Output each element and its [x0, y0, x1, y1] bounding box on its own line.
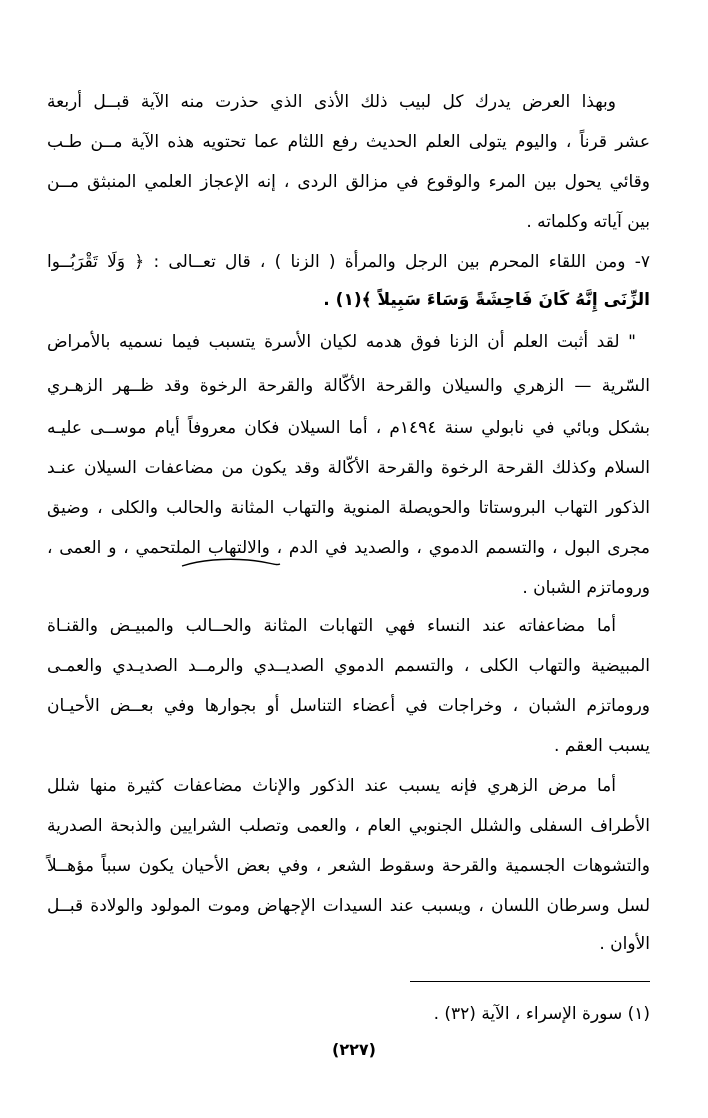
- text-line: الأطراف السفلى والشلل الجنوبي العام ، والعمى وتصلب الشرايين والذبحة الصدرية: [47, 816, 650, 836]
- text-line: " لقد أثبت العلم أن الزنا فوق هدمه لكيان الأسرة يتسبب فيما نسميه بالأمراض: [47, 332, 636, 352]
- text-line: عشر قرناً ، واليوم يتولى العلم الحديث رفع اللثام عما تحتويه هذه الآية مــن طـب: [47, 132, 650, 152]
- text-line: السّرية — الزهري والسيلان والقرحة الأكّالة والقرحة الرخوة وقد ظــهر الزهـري: [47, 376, 650, 396]
- footnote-separator: [410, 981, 650, 982]
- page-number: (٢٢٧): [332, 1040, 376, 1059]
- footnote: (١) سورة الإسراء ، الآية (٣٢) .: [433, 1004, 650, 1024]
- text-line: السلام وكذلك القرحة الرخوة والقرحة الأكّالة وقد يكون من مضاعفات السيلان عنـد: [47, 458, 650, 478]
- text-line: وبهذا العرض يدرك كل لبيب ذلك الأذى الذي حذرت منه الآية قبــل أربعة: [47, 92, 616, 112]
- text-line: يسبب العقم .: [554, 736, 650, 756]
- text-line: وروماتزم الشبان .: [522, 578, 650, 598]
- text-line: مجرى البول ، والتسمم الدموي ، والصديد في الدم ، والالتهاب الملتحمي ، و العمى ،: [47, 538, 650, 558]
- text-line: وروماتزم الشبان ، وخراجات في أعضاء التناسل أو بجوارها وفي بعــض الأحيـان: [47, 696, 650, 716]
- text-line: بين آياته وكلماته .: [526, 212, 650, 232]
- text-line: والتشوهات الجسمية والقرحة وسقوط الشعر ، وفي بعض الأحيان يكون سبباً مؤهــلاً: [47, 856, 650, 876]
- text-line: أما مضاعفاته عند النساء فهي التهابات المثانة والحــالب والمبيـض والقنـاة: [47, 616, 616, 636]
- text-line: ٧- ومن اللقاء المحرم بين الرجل والمرأة ( الزنا ) ، قال تعــالى : ﴿ وَلَا تَقْرَبُــوا: [47, 252, 650, 272]
- text-line: الأوان .: [599, 934, 650, 954]
- text-line: لسل وسرطان اللسان ، ويسبب عند السيدات الإجهاض وموت المولود والولادة قبــل: [47, 896, 650, 916]
- text-line: الذكور التهاب البروستاتا والحويصلة المنوية والتهاب المثانة والحالب والكلى ، وضيق: [47, 498, 650, 518]
- text-line: وقائي يحول بين المرء والوقوع في مزالق الردى ، إنه الإعجاز العلمي المنبثق مــن: [47, 172, 650, 192]
- text-line: أما مرض الزهري فإنه يسبب عند الذكور والإناث مضاعفات كثيرة منها شلل: [47, 776, 616, 796]
- text-line: المبيضية والتهاب الكلى ، والتسمم الدموي الصديــدي والرمــد الصديـدي والعمـى: [47, 656, 650, 676]
- quran-verse-line: الزِّنَى إِنَّهُ كَانَ فَاحِشَةً وَسَاءَ سَبِيلاً ﴾(١) .: [323, 290, 650, 310]
- text-line: بشكل وبائي في نابولي سنة ١٤٩٤م ، أما السيلان فكان معروفاً أيام موســى عليـه: [47, 418, 650, 438]
